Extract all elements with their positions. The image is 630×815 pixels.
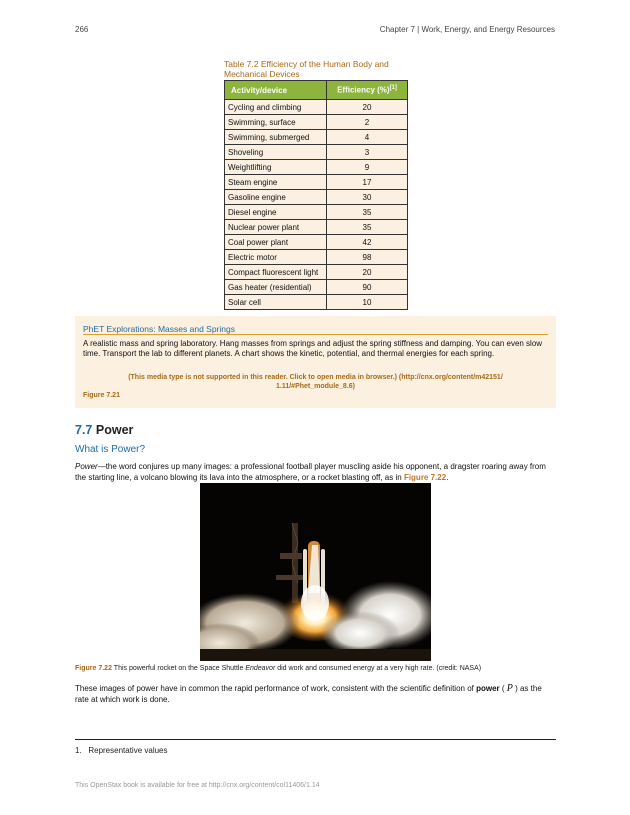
table-row — [225, 235, 408, 250]
table-row — [225, 100, 408, 115]
phet-feature-box — [75, 316, 556, 408]
table-row — [225, 280, 408, 295]
table-row — [225, 265, 408, 280]
table-row — [225, 295, 408, 310]
para1-text: —the word conjures up many images: a professional football player muscling aside his opponent, a dragster roaring away from the starting line, a volcano blowing its lava into the atmosphere, or a rocket blasting off, as in — [75, 462, 546, 482]
table-cell-activity: Gas heater (residential) — [225, 280, 327, 295]
footnote-text: Representative values — [88, 746, 168, 755]
power-term: Power — [75, 462, 98, 471]
section-title: Power — [95, 423, 134, 437]
feature-divider — [83, 334, 548, 335]
efficiency-table — [224, 80, 408, 310]
section-heading — [75, 423, 133, 437]
footnote-marker[interactable]: [1] — [389, 85, 397, 92]
table-row — [225, 160, 408, 175]
table-cell-activity: Swimming, surface — [225, 115, 327, 130]
table-cell-efficiency: 42 — [327, 235, 408, 250]
table-cell-activity: Steam engine — [225, 175, 327, 190]
table-cell-activity: Shoveling — [225, 145, 327, 160]
table-cell-activity: Weightlifting — [225, 160, 327, 175]
para2-text: These images of power have in common the rapid performance of work, consistent with the scientific definition of — [75, 684, 477, 693]
caption-post: did work and consumed energy at a very high rate. (credit: NASA) — [275, 665, 482, 672]
page-number: 266 — [75, 25, 89, 34]
table-cell-efficiency: 35 — [327, 220, 408, 235]
feature-title: PhET Explorations: Masses and Springs — [83, 324, 235, 334]
paragraph-power-intro — [75, 461, 556, 483]
table-body — [225, 100, 408, 310]
footnote-number: 1. — [75, 746, 82, 755]
figure-7-22-link[interactable]: Figure 7.22 — [403, 473, 447, 482]
table-row — [225, 145, 408, 160]
table-header-row — [225, 81, 408, 100]
table-cell-efficiency: 17 — [327, 175, 408, 190]
power-symbol: P — [506, 683, 513, 694]
media-link-line-2[interactable]: 1.11/#Phet_module_8.6) — [276, 383, 355, 390]
media-link[interactable] — [83, 373, 548, 391]
table-cell-activity: Coal power plant — [225, 235, 327, 250]
feature-text: A realistic mass and spring laboratory. Hang masses from springs and adjust the spring stiffness and damping. You can even slow time. Transport the lab to different planets. A chart shows the kinetic, potential, and thermal energies for each spring. — [83, 339, 543, 358]
table-cell-efficiency: 20 — [327, 265, 408, 280]
table-row — [225, 115, 408, 130]
table-cell-activity: Swimming, submerged — [225, 130, 327, 145]
section-number: 7.7 — [75, 423, 93, 437]
table-row — [225, 220, 408, 235]
feature-figure-label: Figure 7.21 — [83, 392, 120, 399]
table-cell-efficiency: 90 — [327, 280, 408, 295]
shuttle-launch-photo — [200, 483, 431, 661]
para1-end: . — [446, 473, 449, 482]
caption-pre: This powerful rocket on the Space Shuttle — [111, 665, 246, 672]
table-cell-activity: Compact fluorescent light — [225, 265, 327, 280]
para2-close: ) as the rate at which work is done. — [75, 684, 542, 704]
table-header-activity: Activity/device — [225, 81, 327, 100]
power-term-bold: power — [476, 684, 500, 693]
table-cell-activity: Solar cell — [225, 295, 327, 310]
table-cell-efficiency: 9 — [327, 160, 408, 175]
table-row — [225, 190, 408, 205]
media-link-line-1[interactable]: (This media type is not supported in this reader. Click to open media in browser.) (http://cnx.org/content/m42151/ — [128, 374, 503, 381]
table-cell-efficiency: 30 — [327, 190, 408, 205]
table-cell-efficiency: 2 — [327, 115, 408, 130]
figure-7-22-caption — [75, 665, 556, 672]
table-cell-efficiency: 20 — [327, 100, 408, 115]
footnote-divider — [75, 739, 556, 740]
table-cell-efficiency: 3 — [327, 145, 408, 160]
table-row — [225, 130, 408, 145]
subsection-title: What is Power? — [75, 444, 146, 455]
chapter-header: Chapter 7 | Work, Energy, and Energy Resources — [379, 25, 555, 34]
table-cell-efficiency: 10 — [327, 295, 408, 310]
shuttle-launch-illustration — [200, 483, 431, 661]
table-cell-efficiency: 35 — [327, 205, 408, 220]
table-cell-activity: Diesel engine — [225, 205, 327, 220]
para2-open: ( — [499, 684, 507, 693]
table-row — [225, 205, 408, 220]
footnote — [75, 746, 168, 755]
table-cell-activity: Gasoline engine — [225, 190, 327, 205]
table-cell-efficiency: 98 — [327, 250, 408, 265]
table-cell-activity: Nuclear power plant — [225, 220, 327, 235]
table-title: Table 7.2 Efficiency of the Human Body and Mechanical Devices — [224, 59, 389, 79]
table-header-efficiency: Efficiency (%)[1] — [327, 81, 408, 100]
paragraph-power-definition — [75, 683, 556, 705]
table-cell-efficiency: 4 — [327, 130, 408, 145]
table-cell-activity: Cycling and climbing — [225, 100, 327, 115]
caption-label: Figure 7.22 — [75, 665, 112, 672]
table-row — [225, 175, 408, 190]
table-row — [225, 250, 408, 265]
page-footer: This OpenStax book is available for free at http://cnx.org/content/col11406/1.14 — [75, 782, 320, 789]
table-cell-activity: Electric motor — [225, 250, 327, 265]
caption-italic: Endeavor — [245, 665, 276, 672]
